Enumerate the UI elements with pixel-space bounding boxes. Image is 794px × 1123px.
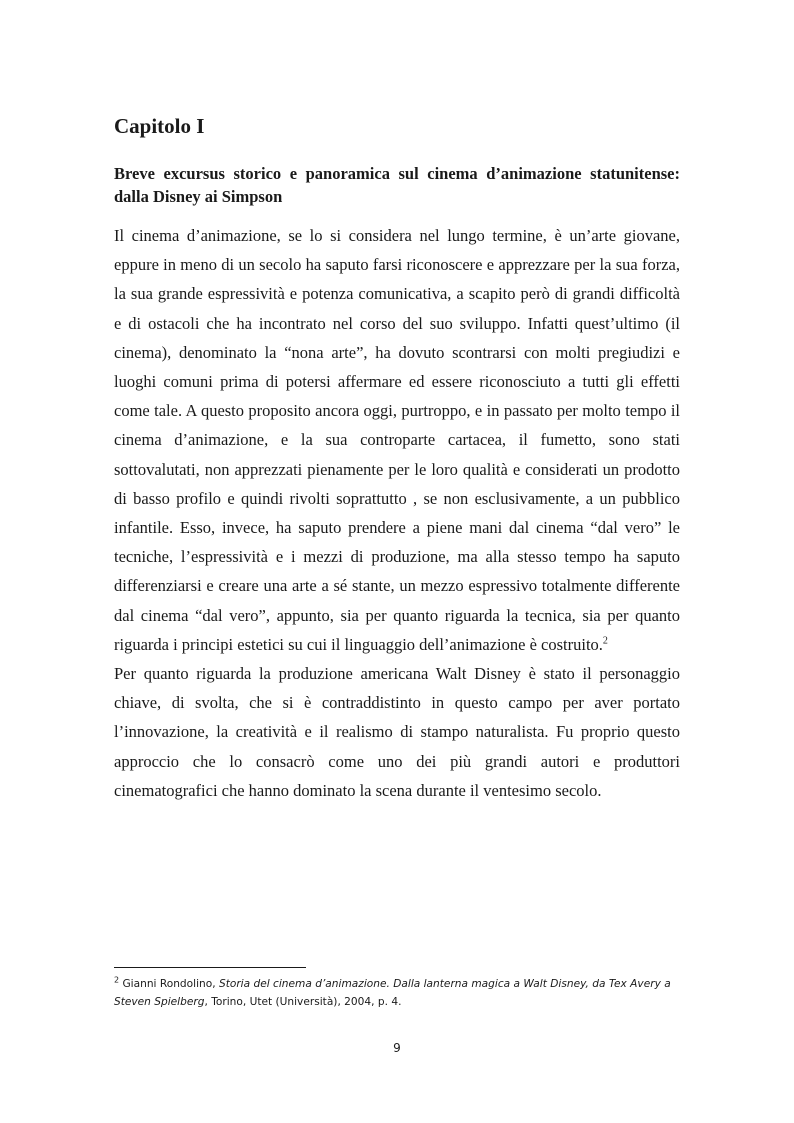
footnote-reference[interactable]: 2 [602,635,608,647]
paragraph-2: Per quanto riguarda la produzione americana Walt Disney è stato il personaggio chiave, di svolta, che si è contraddistinto in questo campo per aver portato l’innovazione, la creatività e il realismo di stampo naturalista. Fu proprio questo approccio che lo consacrò come uno dei più grandi autori e produttori cinematografici che hanno dominato la scena durante il ventesimo secolo. [114,664,680,800]
footnote-publication: , Torino, Utet (Università), 2004, p. 4. [204,996,402,1008]
page-number: 9 [393,1041,401,1055]
footnote-author: Gianni Rondolino, [122,978,219,990]
paragraph-1-text: Il cinema d’animazione, se lo si considera nel lungo termine, è un’arte giovane, eppure in meno di un secolo ha saputo farsi riconoscere e apprezzare per la sua forza, la sua grande espressività e potenza comunicativa, a scapito però di grandi difficoltà e di ostacoli che ha incontrato nel corso del suo sviluppo. Infatti quest’ultimo (il cinema), denominato la “nona arte”, ha dovuto scontrarsi con molti pregiudizi e luoghi comuni prima di potersi affermare ed essere riconosciuto a tutti gli effetti come tale. A questo proposito ancora oggi, purtroppo, e in passato per molto tempo il cinema d’animazione, e la sua controparte cartacea, il fumetto, sono stati sottovalutati, non apprezzati pienamente per le loro qualità e considerati un prodotto di basso profilo e quindi rivolti soprattutto , se non esclusivamente, a un pubblico infantile. Esso, invece, ha saputo prendere a piene mani dal cinema “dal vero” le tecniche, l’espressività e i mezzi di produzione, ma alla stesso tempo ha saputo differenziarsi e creare una arte a sé stante, un mezzo espressivo totalmente differente dal cinema “dal vero”, appunto, sia per quanto riguarda la tecnica, sia per quanto riguarda i principi estetici su cui il linguaggio dell’animazione è costruito. [114,226,680,654]
footnote-separator [114,967,306,968]
footnote-title: Storia del cinema d’animazione. Dalla lanterna magica a Walt Disney, da Tex Avery a Steven Spielberg [114,978,671,1008]
chapter-title: Capitolo I [114,114,205,138]
footnote [114,975,680,1011]
section-title: Breve excursus storico e panoramica sul cinema d’animazione statunitense: dalla Disney ai Simpson [114,164,680,206]
body-text [114,221,680,805]
footnote-number: 2 [114,975,120,985]
paragraph-1 [114,221,680,659]
